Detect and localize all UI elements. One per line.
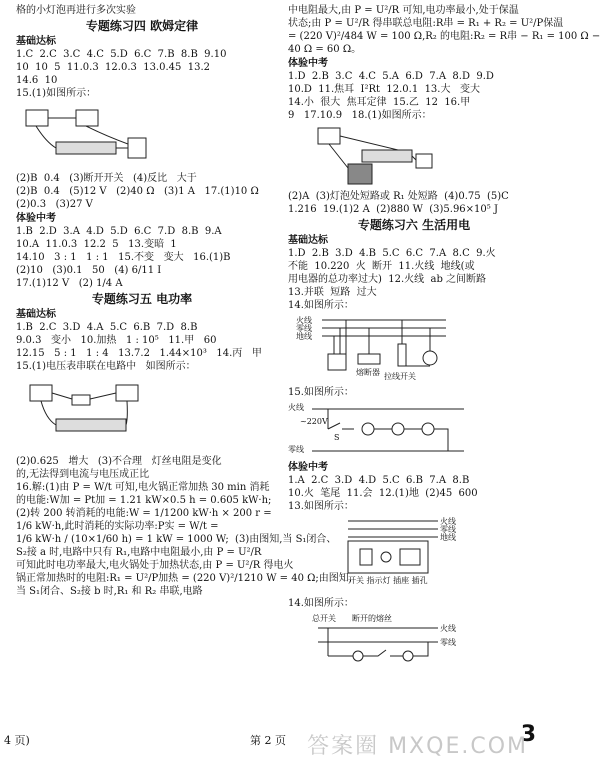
answer-line: 17.(1)12 V (2) 1/4 A xyxy=(16,278,123,289)
label-fire-line: 火线 xyxy=(440,517,456,526)
answer-line: 1.C 2.C 3.C 4.C 5.D 6.C 7.B 8.B 9.10 xyxy=(16,49,227,60)
answer-line: S₂接 a 时,电路中只有 R₁,电路中电阻最小,由 P = U²/R xyxy=(16,547,262,558)
label-switch-s: S xyxy=(334,433,340,442)
answer-line: (2)B 0.4 (5)12 V (2)40 Ω (3)1 A 17.(1)10 Ω xyxy=(16,186,259,197)
wiring-figure-15 xyxy=(288,401,540,459)
answer-line: (2)10 (3)0.1 50 (4) 6/11 I xyxy=(16,265,162,276)
basic-heading: 基础达标 xyxy=(16,36,56,47)
answer-line: 的电能:W加 = Pt加 = 1.21 kW×0.5 h = 0.605 kW·h; xyxy=(16,495,272,506)
answer-line: 9 17.10.9 18.(1)如图所示： xyxy=(288,110,432,121)
right-column xyxy=(288,4,600,666)
answer-line: 1.B 2.D 3.A 4.D 5.D 6.C 7.D 8.B 9.A xyxy=(16,226,222,237)
label-zero-line: 零线 xyxy=(440,638,456,647)
answer-line: 16.解:(1)由 P = W/t 可知,电火锅正常加热 30 min 消耗 xyxy=(16,482,270,493)
watermark-logo: 答案圈 MXQE.COM xyxy=(307,734,528,759)
answer-line: 14.如图所示： xyxy=(288,300,354,311)
answer-line: 1.216 19.(1)2 A (2)880 W (3)5.96×10⁵ J xyxy=(288,204,498,215)
answer-line: 13.并联 短路 过大 xyxy=(288,287,377,298)
answer-line: 1/6 kW·h,此时消耗的实际功率:P实 = W/t = xyxy=(16,521,219,532)
exam-heading: 体验中考 xyxy=(16,213,56,224)
label-broken-fuse: 断开的熔丝 xyxy=(352,614,392,623)
label-ground-line: 地线 xyxy=(296,332,312,341)
answer-line: (2)转 200 转消耗的电能:W = 1/1200 kW·h × 200 r = xyxy=(16,508,272,519)
wiring-figure-14 xyxy=(288,314,540,384)
answer-line: 的,无法得到电流与电压成正比 xyxy=(16,469,150,480)
answer-line: 13.如图所示： xyxy=(288,501,354,512)
section-title-power: 专题练习五 电功率 xyxy=(91,292,193,306)
answer-line: 10.A 11.0.3 12.2 5 13.变暗 1 xyxy=(16,239,177,250)
basic-heading: 基础达标 xyxy=(288,235,328,246)
answer-line: 10.火 笔尾 11.会 12.(1)地 (2)45 600 xyxy=(288,488,478,499)
footer-page-number: 第 2 页 xyxy=(250,734,286,747)
top-note: 格的小灯泡再进行多次实验 xyxy=(16,5,136,16)
label-fire-line: 火线 xyxy=(440,624,456,633)
answer-line: 当 S₁闭合、S₂接 b 时,R₁ 和 R₂ 串联,电路 xyxy=(16,586,203,597)
answer-line: 15.(1)电压表串联在电路中 如图所示： xyxy=(16,361,196,372)
answer-line: (2)0.3 (3)27 V xyxy=(16,199,93,210)
answer-line: 状态;由 P = U²/R 得串联总电阻:R串 = R₁ + R₂ = U²/P保温 xyxy=(288,18,564,29)
label-pull-switch: 拉线开关 xyxy=(384,372,416,381)
answer-line: 1.A 2.C 3.D 4.D 5.C 6.B 7.A 8.B xyxy=(288,475,470,486)
label-fire-line: 火线 xyxy=(296,316,312,325)
answer-line: (2)0.625 增大 (3)不合理 灯丝电阻是变化 xyxy=(16,456,222,467)
section-title-household-electricity: 专题练习六 生活用电 xyxy=(357,218,471,232)
label-switch-row: 开关 指示灯 插座 插孔 xyxy=(348,576,428,585)
circuit-figure-1 xyxy=(16,102,268,170)
answer-line: 14.6 10 xyxy=(16,75,58,86)
answer-line: 14.10 3 : 1 1 : 1 15.不变 变大 16.(1)B xyxy=(16,252,231,263)
label-main-switch: 总开关 xyxy=(312,614,336,623)
answer-line: 1.B 2.C 3.D 4.A 5.C 6.B 7.D 8.B xyxy=(16,322,198,333)
answer-line: 1.D 2.B 3.C 4.C 5.A 6.D 7.A 8.D 9.D xyxy=(288,71,494,82)
footer-left-page: 4 页) xyxy=(4,734,30,747)
circuit-figure-2 xyxy=(16,375,268,453)
wiring-figure-13 xyxy=(288,515,540,585)
label-ground-line: 地线 xyxy=(440,533,456,542)
label-zero-line: 零线 xyxy=(440,525,456,534)
answer-line: 14.如图所示： xyxy=(288,598,354,609)
answer-line: 12.15 5 : 1 1 : 4 13.7.2 1.44×10³ 14.丙 甲 xyxy=(16,348,262,359)
answer-line: (2)A (3)灯泡处短路或 R₁ 处短路 (4)0.75 (5)C xyxy=(288,191,509,202)
label-zero-line: 零线 xyxy=(296,324,312,333)
answer-line: 10.D 11.焦耳 I²Rt 12.0.1 13.大 变大 xyxy=(288,84,481,95)
answer-line: 10 10 5 11.0.3 12.0.3 13.0.45 13.2 xyxy=(16,62,211,73)
answer-line: 1/6 kW·h / (10×1/60 h) = 1 kW = 1000 W; (3)由图知,当 S₁闭合、 xyxy=(16,534,337,545)
label-fire-line: 火线 xyxy=(288,403,304,412)
section-title-ohms-law: 专题练习四 欧姆定律 xyxy=(85,19,199,33)
answer-line: 用电器的总功率过大) 12.火线 ab 之间断路 xyxy=(288,274,487,285)
exam-heading: 体验中考 xyxy=(288,462,328,473)
answer-line: 15.(1)如图所示： xyxy=(16,88,97,99)
label-220v: ~220V xyxy=(300,417,328,426)
exam-heading: 体验中考 xyxy=(288,58,328,69)
answer-line: 40 Ω = 60 Ω。 xyxy=(288,44,362,55)
basic-heading: 基础达标 xyxy=(16,309,56,320)
corner-page-number: 3 xyxy=(520,722,536,747)
circuit-figure-3 xyxy=(288,124,540,188)
answer-line: 1.D 2.B 3.D 4.B 5.C 6.C 7.A 8.C 9.火 xyxy=(288,248,496,259)
answer-line: = (220 V)²/484 W = 100 Ω,R₂ 的电阻:R₂ = R串 − R₁ = 100 Ω − xyxy=(288,31,600,42)
answer-line: (2)B 0.4 (3)断开开关 (4)反比 大于 xyxy=(16,173,197,184)
answer-line: 15.如图所示： xyxy=(288,387,354,398)
label-fuse: 熔断器 xyxy=(356,368,380,377)
answer-line: 可知此时电功率最大,电火锅处于加热状态,由 P = U²/R 得电火 xyxy=(16,560,294,571)
wiring-figure-14b xyxy=(288,612,540,664)
label-zero-line: 零线 xyxy=(288,445,304,454)
answer-line: 14.小 很大 焦耳定律 15.乙 12 16.甲 xyxy=(288,97,471,108)
answer-line: 9.0.3 变小 10.加热 1 : 10⁵ 11.甲 60 xyxy=(16,335,217,346)
answer-line: 中电阻最大,由 P = U²/R 可知,电功率最小,处于保温 xyxy=(288,5,519,16)
answer-line: 不能 10.220 火 断开 11.火线 地线(或 xyxy=(288,261,475,272)
answer-line: 锅正常加热时的电阻:R₁ = U²/P加热 = (220 V)²/1210 W = 40 Ω;由图知, xyxy=(16,573,352,584)
